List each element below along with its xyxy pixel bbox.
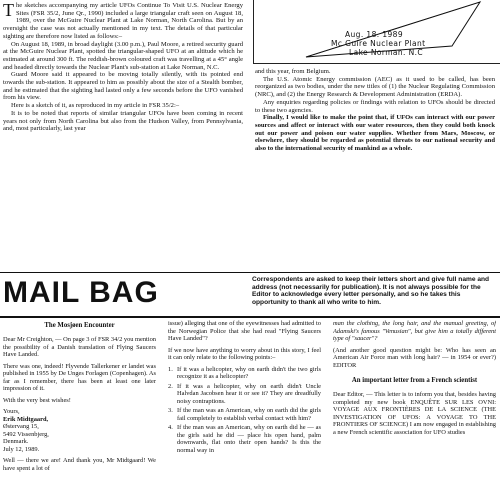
article-paragraph: Any enquiries regarding policies or findings with relation to UFOs should be directed to these two agencies.: [255, 98, 495, 114]
sketch-date: Aug. 18. 1989: [345, 30, 404, 39]
section-title: MAIL BAG: [3, 276, 159, 309]
letter-heading: An important letter from a French scientist: [351, 377, 478, 384]
section-divider: [0, 272, 500, 273]
sketch-caption: [327, 31, 477, 57]
editor-reply: Well — there we are! And thank you, Mr Midtgaard! We have spent a lot of: [3, 457, 156, 472]
article-paragraph: Guard Moore said it appeared to be moving totally silently, with its pointed end towards the sub-station. It appeared to him as possibly about the size of a Stealth bomber, and he estimated that the sighting had lasted only a few seconds before the UFO vanished from his view.: [3, 71, 243, 102]
correspondents-notice: Correspondents are asked to keep their letters short and give full name and address (not necessarily for publication). It is not always possible for the Editor to acknowledge every letter personally, and so he takes this opportunity to thank all who write to him.: [252, 276, 490, 306]
letter-column-1: [3, 320, 156, 500]
letter-column-2: [168, 320, 321, 500]
letter-paragraph: If we now have anything to worry about in this story, I feel it can only relate to the following points:–: [168, 346, 321, 361]
article-paragraph: Here is a sketch of it, as reproduced in my article in FSR 35/2:–: [11, 102, 180, 110]
article-column-left: [3, 2, 243, 270]
article-conclusion: Finally, I would like to make the point that, if UFOs can interact with our power sources and affect or interact with our water resources, then they could both knock out our power and poison our water supplies. Whether from Mars, Moscow, or elsewhere, they should be regarded as potential threats to our national security and also to the international security of mankind as a whole.: [255, 114, 495, 153]
article-paragraph: The U.S. Atomic Energy commission (AEC) as it used to be called, has been reorganized as two bodies, under the new titles of (1) the Nuclear Regulating Commission (NRC), and (2) the Energy Research & Development Administration (ERDA).: [255, 75, 495, 99]
article-intro: The sketches accompanying my article UFOs Continue To Visit U.S. Nuclear Energy Sites (FSR 35/2, June Qr., 1990) included a large triangular craft seen on August 18, 1989, over the McGuire Nuclear Plant at Lake Norman, North Carolina. But by an oversight the case was not actually mentioned in my text. The details of that particular sighting are therefore now listed as follows:–: [3, 2, 243, 40]
list-item: 3. If the man was an American, why on earth did the girls fail completely to establish verbal contact with him?: [168, 407, 321, 422]
letter-paragraph: issue) alleging that one of the eyewitnesses had admitted to the Norwegian Police that she had read "Flying Saucers Have Landed"?: [168, 320, 321, 342]
sketch-place: Lake Norman. N.C: [349, 47, 424, 57]
mailbag-rule: [0, 316, 500, 318]
list-item: 1. If it was a helicopter, why on earth didn't the two girls recognize it as a helicopter?: [168, 365, 321, 380]
article-paragraph: and this year, from Belgium.: [255, 68, 331, 75]
list-item: 2. If it was a helicopter, why on earth didn't Uncle Halvdan Jacobsen hear it or see it? They are dreadfully noisy contraptions.: [168, 382, 321, 405]
article-paragraph: On August 18, 1989, in broad daylight (3.00 p.m.), Paul Moore, a retired security guard at the McGuire Nuclear Plant, spotted the triangular-shaped UFO at an altitude which he estimated at around 300 ft. The reddish-brown coloured craft was travelling at a 45° angle and headed directly towards the Nuclear Plant's sub-station at Lake Norman, N.C.: [3, 40, 243, 71]
article-column-right: [255, 68, 495, 270]
numbered-points: [168, 366, 321, 455]
letter-paragraph: Dear Mr Creighton, — On page 3 of FSR 34/2 you mention the possibility of a Danish translation of Flying Saucers Have Landed.: [3, 336, 156, 358]
letter-heading: The Mosjøen Encounter: [44, 322, 115, 329]
drop-cap: T: [3, 2, 14, 20]
letter-paragraph: With the very best wishes!: [3, 396, 71, 404]
letter-column-3: [333, 320, 496, 500]
article-paragraph: It is to be noted that reports of similar triangular UFOs have been coming in recent years not only from North Carolina but also from the Hudson Valley, from Pennsylvania, and, most particularly, last year: [3, 109, 243, 133]
list-item: 4. If the man was an American, why on earth did he — as the girls said he did — place his open hand, palm downwards, flat onto their open hands? Is this the normal way in: [168, 424, 321, 454]
editor-note: (And another good question might be: Who has seen an American Air Force man with long hair? — in 1954 or ever?) EDITOR: [333, 346, 496, 369]
letter-paragraph: man the clothing, the long hair, and the manual greeting, of Adamski's famous "Venusian", but give him a totally different type of "saucer"?: [333, 320, 496, 342]
sketch-location: Mc Guire Nuclear Plant: [331, 38, 426, 48]
letter-paragraph: Dear Editor, — This letter is to inform you that, besides having completed my new book ENQUÊTE SUR LES OVNI: VOYAGE AUX FRONTIÈRES DE LA SCIENCE (THE INVESTIGATION OF UFOS: A VOYAGE TO THE FRONTIERS OF SCIENCE) I am now engaged in establishing a new French scientific association for UFO studies: [333, 391, 496, 436]
letter-signature: Yours, Erik Midtgaard, Østervang 15, 5492 Vissenbjerg, Denmark. July 12, 1989.: [3, 408, 49, 453]
letter-paragraph: There was one, indeed! Flyvende Tallerkener er landet was published in 1955 by De Unges Forlagen (Copenhagen). As far as I remember, there has been at least one later impression of it.: [3, 362, 156, 392]
